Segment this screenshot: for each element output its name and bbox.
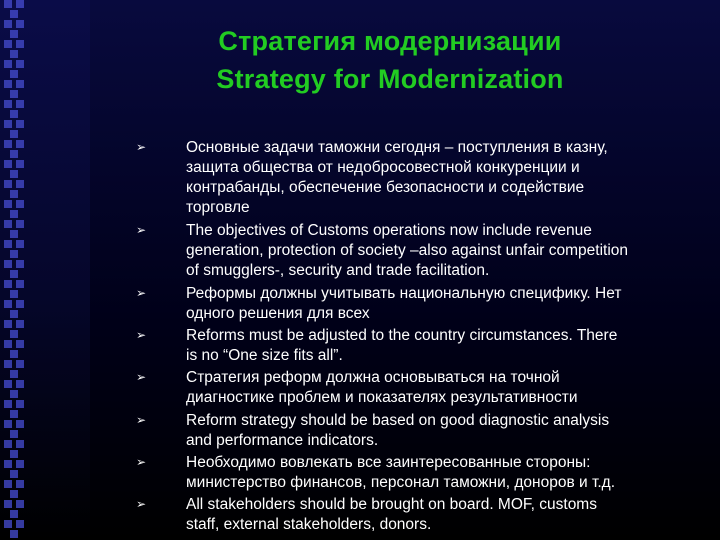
arrowhead-bullet-icon: ➢ [136, 328, 147, 342]
arrowhead-bullet-icon: ➢ [136, 370, 147, 384]
bullet-item [136, 411, 706, 451]
bullet-item [136, 284, 706, 324]
bullet-item [136, 453, 706, 493]
arrowhead-bullet-icon: ➢ [136, 140, 147, 154]
arrowhead-bullet-icon: ➢ [136, 223, 147, 237]
title-english: Strategy for Modernization [216, 64, 564, 94]
bullet-item [136, 326, 706, 366]
bullet-text-line: торговле [186, 199, 250, 216]
bullet-text-line: министерство финансов, персонал таможни, доноров и т.д. [186, 474, 616, 491]
bullet-text-line: Reforms must be adjusted to the country circumstances. There [186, 327, 618, 344]
bullet-text-line: The objectives of Customs operations now include revenue [186, 222, 592, 239]
bullet-item [136, 495, 706, 535]
arrowhead-bullet-icon: ➢ [136, 455, 147, 469]
bullet-text-line: Необходимо вовлекать все заинтересованные стороны: [186, 454, 591, 471]
bullet-item [136, 221, 706, 281]
bullet-text-line: and performance indicators. [186, 432, 379, 449]
arrowhead-bullet-icon: ➢ [136, 497, 147, 511]
bullet-text-line: одного решения для всех [186, 305, 370, 322]
bullet-text-line: диагностике проблем и показателях результативности [186, 389, 578, 406]
bullet-text-line: контрабанды, обеспечение безопасности и содействие [186, 179, 585, 196]
bullet-text-line: Reform strategy should be based on good diagnostic analysis [186, 412, 610, 429]
arrowhead-bullet-icon: ➢ [136, 286, 147, 300]
bullet-text-line: staff, external stakeholders, donors. [186, 516, 432, 533]
bullet-item [136, 368, 706, 408]
bullet-text-line: of smugglers-, security and trade facilitation. [186, 262, 490, 279]
bullet-text-line: generation, protection of society –also against unfair competition [186, 242, 629, 259]
bullet-text-line: Стратегия реформ должна основываться на точной [186, 369, 560, 386]
bullet-text-line: is no “One size fits all”. [186, 347, 343, 364]
bullet-text-line: All stakeholders should be brought on board. MOF, customs [186, 496, 597, 513]
title-russian: Стратегия модернизации [218, 26, 562, 56]
bullet-text-line: Реформы должны учитывать национальную специфику. Нет [186, 285, 622, 302]
bullet-text-line: Основные задачи таможни сегодня – поступления в казну, [186, 139, 608, 156]
bullet-text-line: защита общества от недобросовестной конкуренции и [186, 159, 580, 176]
bullet-item [136, 138, 706, 218]
arrowhead-bullet-icon: ➢ [136, 413, 147, 427]
